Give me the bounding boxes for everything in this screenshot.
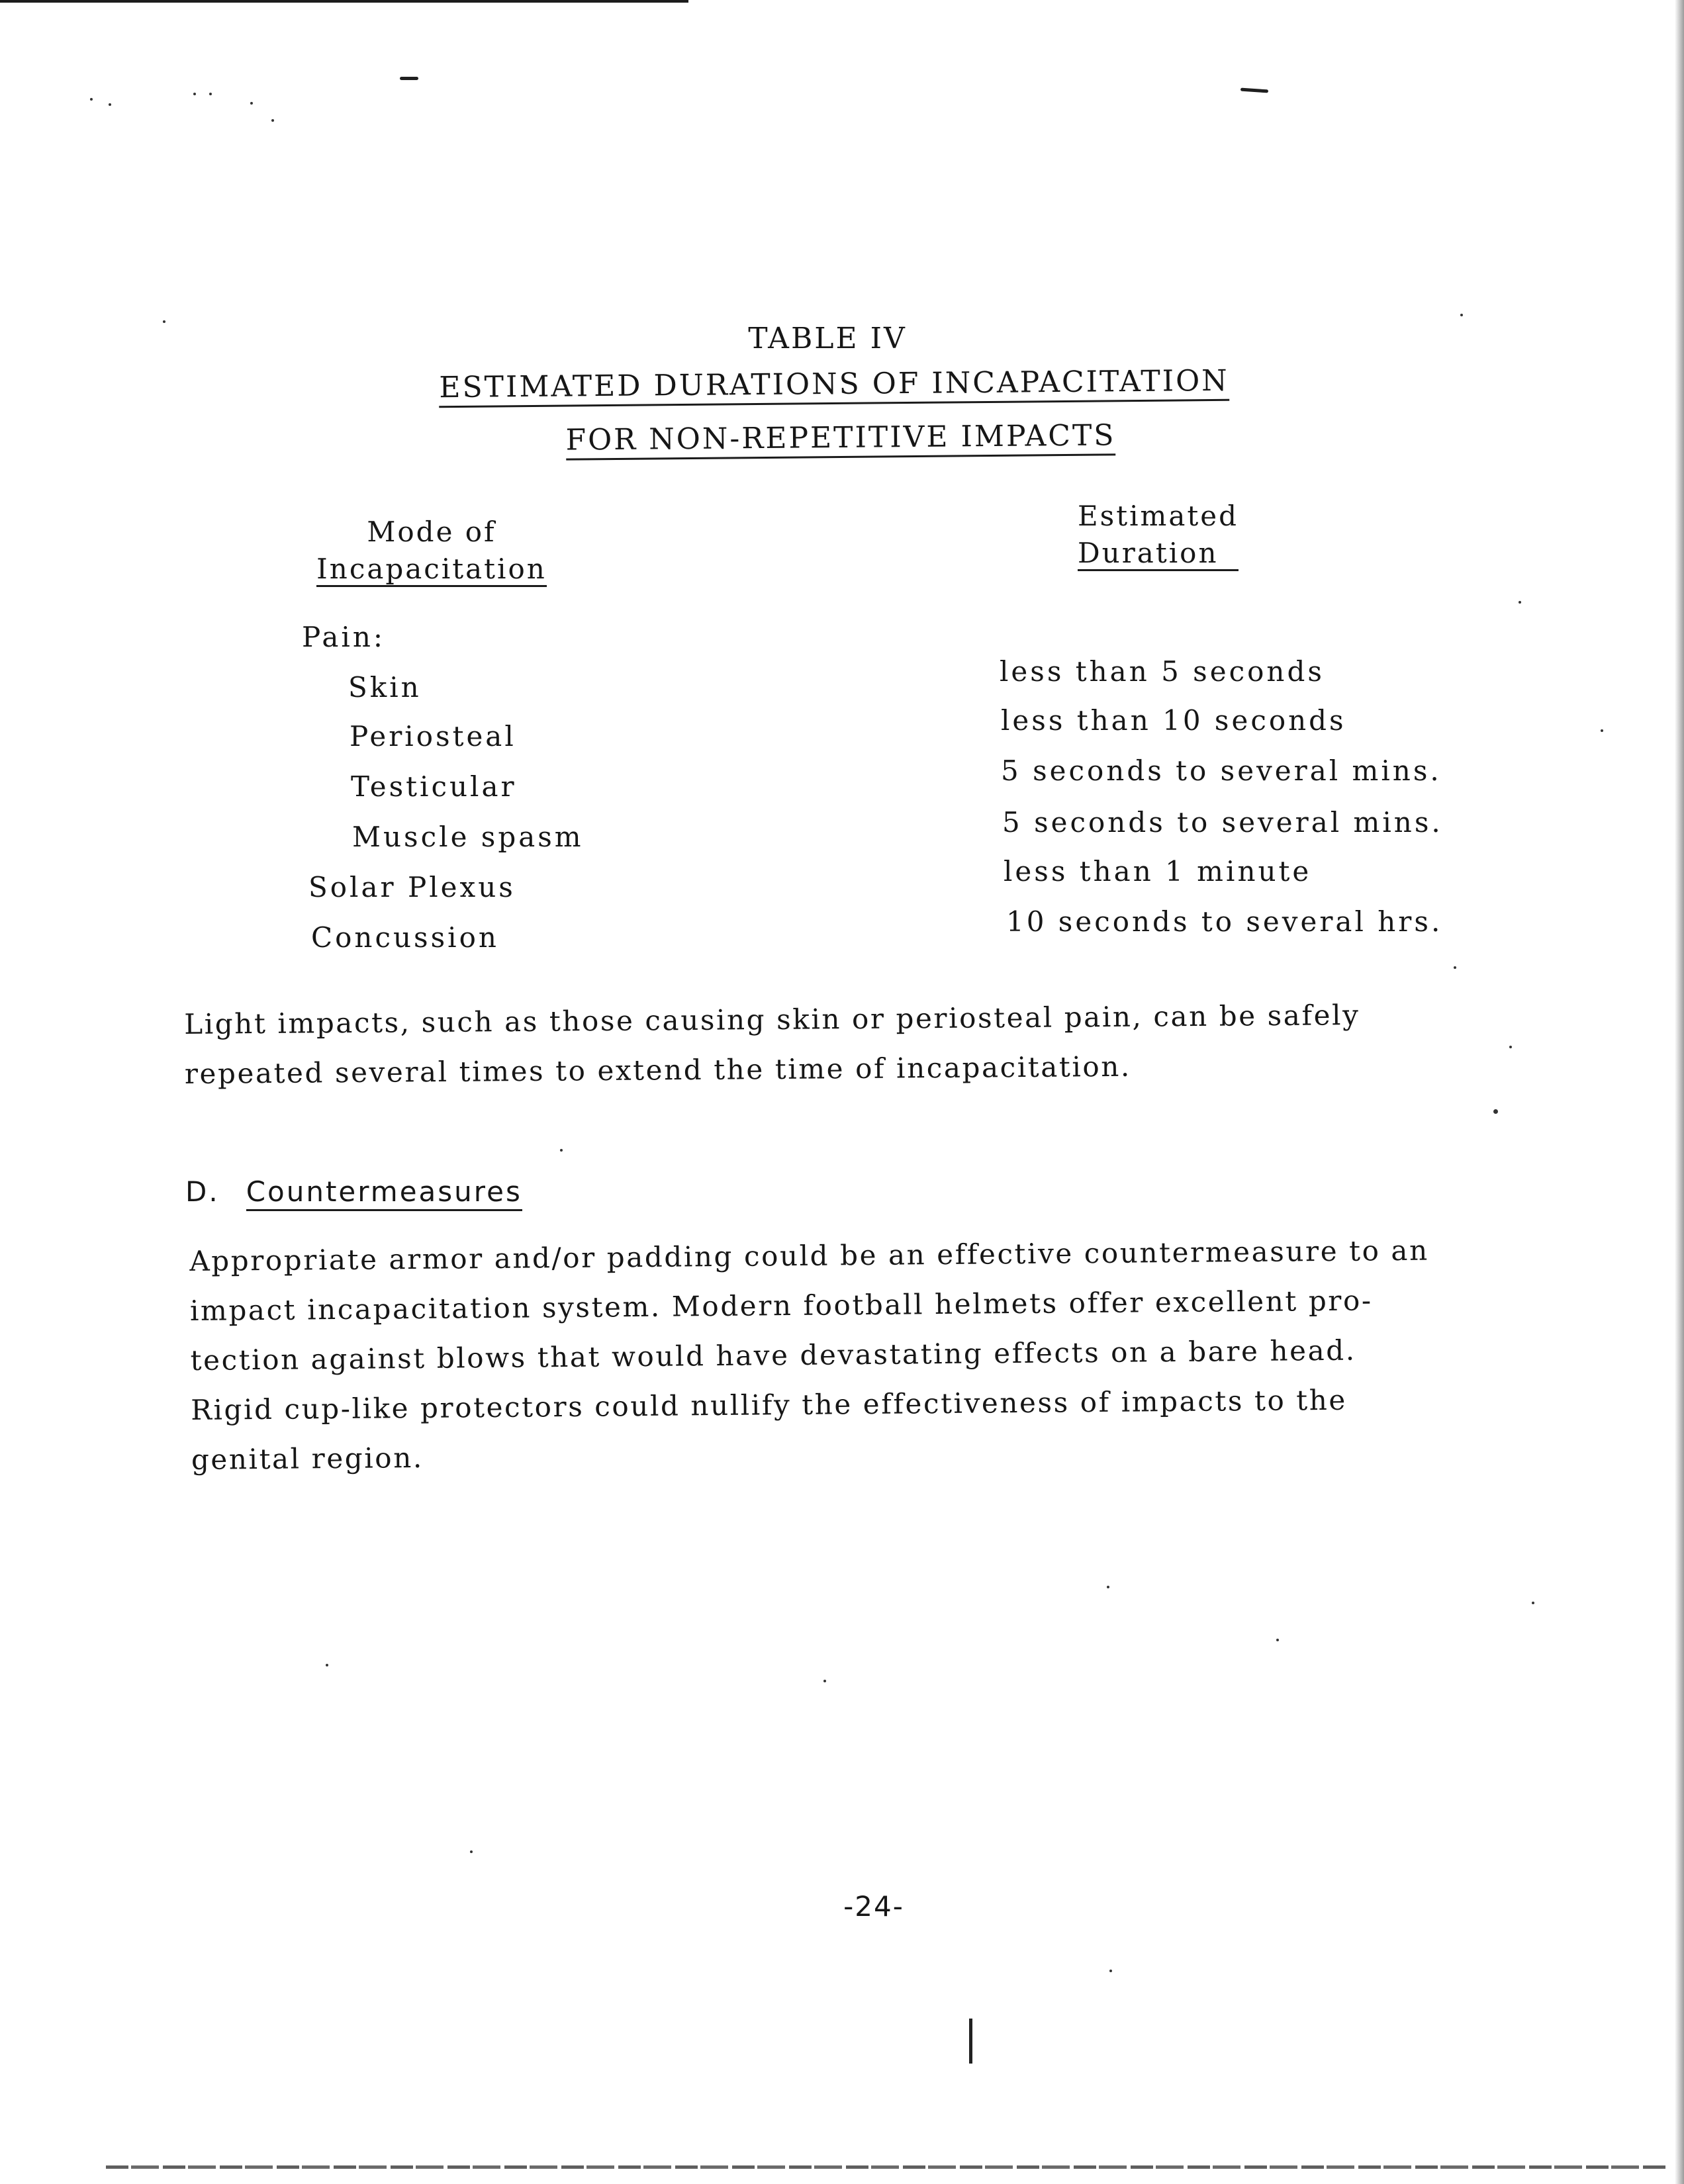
table-title-line-2: FOR NON-REPETITIVE IMPACTS [565, 418, 1115, 460]
table-title [410, 363, 1258, 404]
scan-speck [1519, 601, 1521, 604]
section-letter: D. [185, 1175, 220, 1208]
scan-edge-right [1675, 0, 1684, 2184]
scan-edge-bottom [106, 2165, 1668, 2169]
scan-speck [470, 1850, 473, 1853]
column-header-duration [1078, 498, 1276, 572]
scan-speck [1109, 1970, 1112, 1972]
scan-speck [1454, 966, 1456, 969]
paragraph-line: Rigid cup-like protectors could nullify the effectiveness of impacts to the [191, 1383, 1348, 1426]
note-paragraph [184, 990, 1360, 1099]
column-header-duration-line-1: Estimated [1078, 500, 1239, 532]
scan-speck [1493, 1109, 1498, 1114]
table-row-label: Muscle spasm [352, 821, 584, 853]
scan-speck [163, 320, 165, 323]
page-number: -24- [843, 1890, 904, 1923]
scan-speck [250, 102, 253, 105]
scan-speck [560, 1149, 563, 1152]
section-paragraph [189, 1226, 1431, 1484]
table-row-value: 5 seconds to several mins. [1001, 754, 1442, 787]
table-label: TABLE IV [748, 322, 907, 355]
table-row-value: less than 1 minute [1004, 855, 1312, 887]
scan-mark [969, 2019, 972, 2064]
section-heading [185, 1175, 522, 1208]
paragraph-line: genital region. [191, 1441, 424, 1476]
scan-speck [193, 93, 196, 95]
scan-speck [1276, 1639, 1279, 1641]
scan-speck [1509, 1046, 1512, 1048]
table-row-value: less than 10 seconds [1001, 704, 1346, 737]
paragraph-line: repeated several times to extend the time of incapacitation. [184, 1050, 1132, 1090]
group-label-pain: Pain: [302, 621, 386, 653]
scan-mark [1240, 88, 1268, 93]
table-row-value: 10 seconds to several hrs. [1006, 905, 1443, 938]
section-title: Countermeasures [246, 1175, 522, 1211]
scan-speck [209, 93, 212, 95]
table-row-label: Concussion [311, 921, 499, 954]
scan-speck [109, 103, 111, 106]
column-header-duration-line-2: Duration [1078, 537, 1239, 571]
table-row-label: Periosteal [350, 720, 516, 752]
paragraph-line: Appropriate armor and/or padding could be an effective countermeasure to an [189, 1234, 1429, 1277]
table-row-label: Solar Plexus [308, 871, 516, 903]
scan-speck [823, 1680, 826, 1682]
table-row-value: 5 seconds to several mins. [1002, 806, 1443, 839]
scan-speck [1532, 1602, 1534, 1604]
paragraph-line: tection against blows that would have devastating effects on a bare head. [190, 1334, 1356, 1377]
table-row-label: Testicular [351, 770, 517, 803]
paragraph-line: impact incapacitation system. Modern football helmets offer excellent pro- [189, 1284, 1373, 1327]
scan-speck [326, 1664, 328, 1666]
table-subtitle [536, 418, 1145, 457]
scan-mark [400, 77, 418, 80]
table-title-line-1: ESTIMATED DURATIONS OF INCAPACITATION [439, 364, 1229, 408]
table-row-value: less than 5 seconds [1000, 655, 1325, 688]
column-header-mode-line-1: Mode of [367, 516, 496, 548]
scan-speck [271, 119, 274, 122]
table-row-label: Skin [348, 671, 422, 704]
paragraph-line: Light impacts, such as those causing skin or periosteal pain, can be safely [184, 999, 1360, 1040]
scan-speck [1601, 729, 1603, 732]
scan-edge-top [0, 0, 688, 3]
scan-speck [90, 98, 93, 101]
column-header-mode-line-2: Incapacitation [316, 553, 547, 587]
scan-speck [1460, 314, 1463, 316]
column-header-mode [299, 514, 564, 588]
scan-speck [1107, 1586, 1109, 1588]
